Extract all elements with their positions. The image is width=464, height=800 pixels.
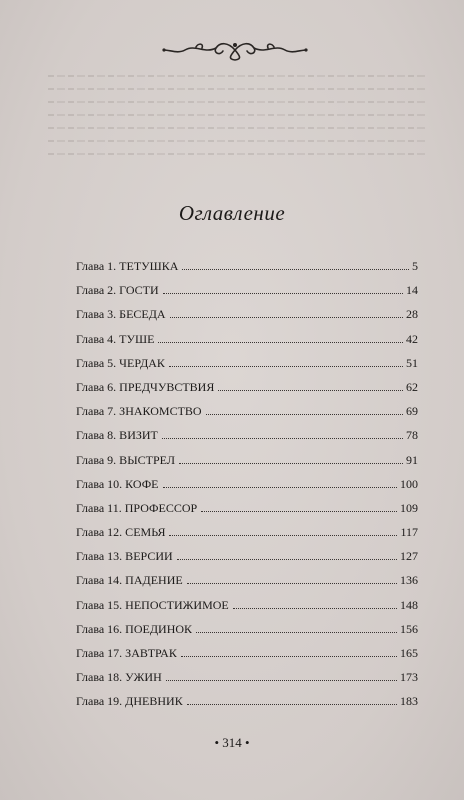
- toc-entry: Глава 5. ЧЕРДАК 51: [76, 355, 418, 370]
- toc-entry: Глава 6. ПРЕДЧУВСТВИЯ 62: [76, 379, 418, 394]
- toc-entry: Глава 16. ПОЕДИНОК 156: [76, 621, 418, 636]
- toc-entry: Глава 11. ПРОФЕССОР 109: [76, 500, 418, 515]
- toc-entry: Глава 13. ВЕРСИИ 127: [76, 549, 418, 564]
- toc-entry: Глава 17. ЗАВТРАК 165: [76, 646, 418, 660]
- toc-entry: Глава 7. ЗНАКОМСТВО 69: [76, 404, 418, 419]
- toc-entry: Глава 18. УЖИН 173: [76, 670, 418, 685]
- toc-entry: Глава 10. КОФЕ 100: [76, 476, 418, 491]
- toc-entry: Глава 14. ПАДЕНИЕ 136: [76, 573, 418, 588]
- toc-entry: Глава 3. БЕСЕДА 28: [76, 307, 418, 322]
- toc-entry: Глава 4. ТУШЕ 42: [76, 331, 418, 346]
- toc-entry: Глава 2. ГОСТИ 14: [76, 283, 418, 298]
- toc-entry: Глава 8. ВИЗИТ 78: [76, 428, 418, 443]
- toc-entry: Глава 12. СЕМЬЯ 117: [76, 525, 418, 540]
- toc-entry: Глава 15. НЕПОСТИЖИМОЕ 148: [76, 597, 418, 612]
- page-number: • 314 •: [214, 735, 250, 750]
- table-of-contents: [76, 259, 418, 719]
- toc-entry: Глава 9. ВЫСТРЕЛ 91: [76, 452, 418, 467]
- toc-entry: Глава 19. ДНЕВНИК 183: [76, 694, 418, 709]
- toc-entry: Глава 1. ТЕТУШКА 5: [76, 259, 418, 273]
- toc-heading: Оглавление: [178, 201, 286, 225]
- ornament-flourish-icon: [150, 38, 320, 62]
